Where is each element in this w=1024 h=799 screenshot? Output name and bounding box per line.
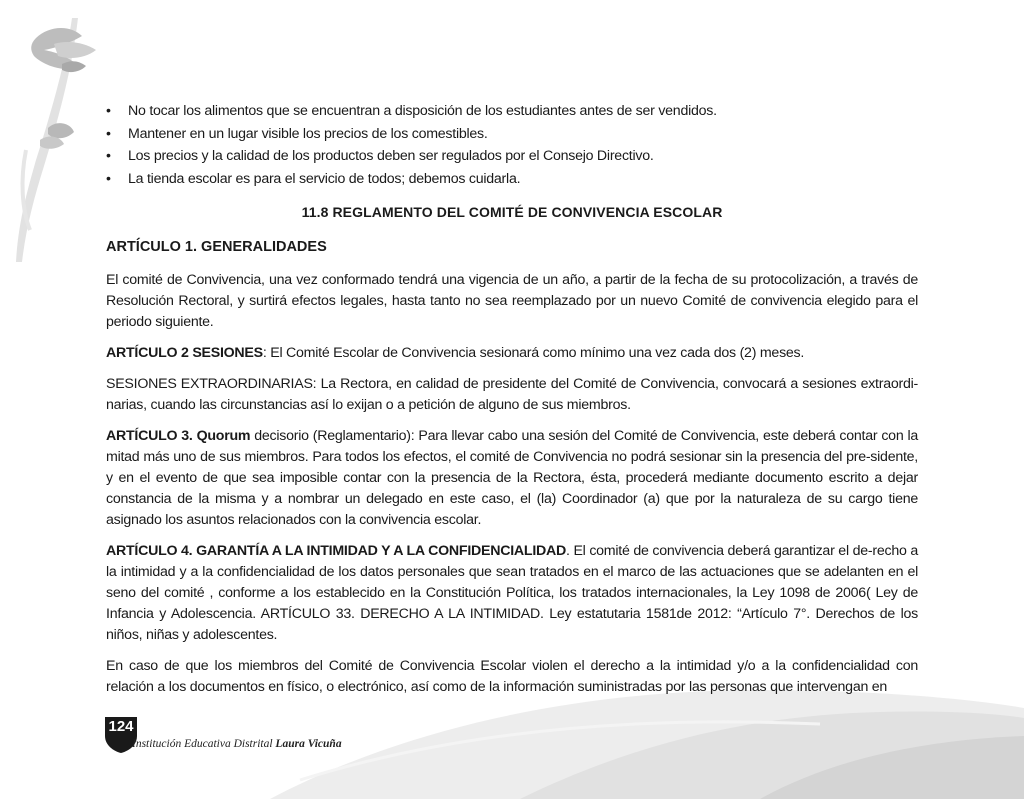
bullet-icon: • <box>106 125 111 142</box>
list-item: • Mantener en un lugar visible los precios de los comestibles. <box>106 123 918 146</box>
bullet-icon: • <box>106 170 111 187</box>
article-4-text: . El comité de convivencia deberá garantizar el de-recho a la intimidad y a la confidencialidad de los datos personales que sean tratados en el marco de las actuaciones que se adelanten en el seno del comité , conforme a los establecido en la Constitución Política, los tratados internacionales, la Ley 1098 de 2006( Ley de Infancia y Adolescencia. ARTÍCULO 33. DERECHO A LA INTIMIDAD. Ley estatutaria 1581de 2012: “Artículo 7°. Derechos de los niños, niñas y adolescentes. <box>106 543 918 643</box>
page-number: 124 <box>108 718 134 735</box>
institution-name: Laura Vicuña <box>275 738 342 750</box>
list-item: • No tocar los alimentos que se encuentran a disposición de los estudiantes antes de ser vendidos. <box>106 100 918 123</box>
list-item: • La tienda escolar es para el servicio de todos; debemos cuidarla. <box>106 168 918 191</box>
article-4-paragraph <box>106 541 918 646</box>
list-item: • Los precios y la calidad de los productos deben ser regulados por el Consejo Directivo. <box>106 145 918 168</box>
article-3-heading: ARTÍCULO 3. Quorum <box>106 428 251 444</box>
article-3-text: decisorio (Reglamentario): Para llevar cabo una sesión del Comité de Convivencia, este deberá contar con la mitad más uno de sus miembros. Para todos los efectos, el comité de Convivencia no podrá sesionar sin la presencia del pre-sidente, y en el evento de que sea imposible contar con la presencia de la Rectora, ésta, procederá mediante documento escrito a dejar constancia de la misma y a nombrar un delegado en este caso, el (la) Coordinador (a) que por la naturaleza de su cargo tiene asignado los asuntos relacionados con la convivencia escolar. <box>106 428 918 528</box>
section-title: 11.8 REGLAMENTO DEL COMITÉ DE CONVIVENCIA ESCOLAR <box>301 204 723 220</box>
bullet-icon: • <box>106 103 111 119</box>
article-2-heading: ARTÍCULO 2 SESIONES <box>106 345 263 361</box>
institution-label: Institución Educativa Distrital <box>132 738 273 750</box>
page-content <box>106 100 918 708</box>
floral-ornament <box>16 18 96 262</box>
bullet-list <box>106 100 918 190</box>
closing-paragraph: En caso de que los miembros del Comité de Convivencia Escolar violen el derecho a la intimidad y/o a la confidencialidad con relación a los documentos en físico, o electrónico, así como de la información suministradas por las personas que intervengan en <box>106 658 918 695</box>
article-3-paragraph <box>106 426 918 531</box>
article-2-text: : El Comité Escolar de Convivencia sesionará como mínimo una vez cada dos (2) meses. <box>262 345 805 361</box>
article-4-heading: ARTÍCULO 4. GARANTÍA A LA INTIMIDAD Y A LA CONFIDENCIALIDAD <box>106 543 567 559</box>
article-2-paragraph <box>106 343 918 364</box>
extraordinary-sessions-paragraph: SESIONES EXTRAORDINARIAS: La Rectora, en calidad de presidente del Comité de Convivencia, convocará a sesiones extraordi-narias, cuando las circunstancias así lo exijan o a petición de alguno de sus miembros. <box>106 376 918 413</box>
footer-institution <box>132 738 342 750</box>
article-1-text: El comité de Convivencia, una vez conformado tendrá una vigencia de un año, a partir de la fecha de su protocolización, a través de Resolución Rectoral, y surtirá efectos legales, hasta tanto no sea reemplazado por un nuevo Comité de convivencia elegido para el periodo siguiente. <box>106 272 918 330</box>
bullet-icon: • <box>106 148 111 164</box>
article-1-heading: ARTÍCULO 1. GENERALIDADES <box>106 239 327 255</box>
